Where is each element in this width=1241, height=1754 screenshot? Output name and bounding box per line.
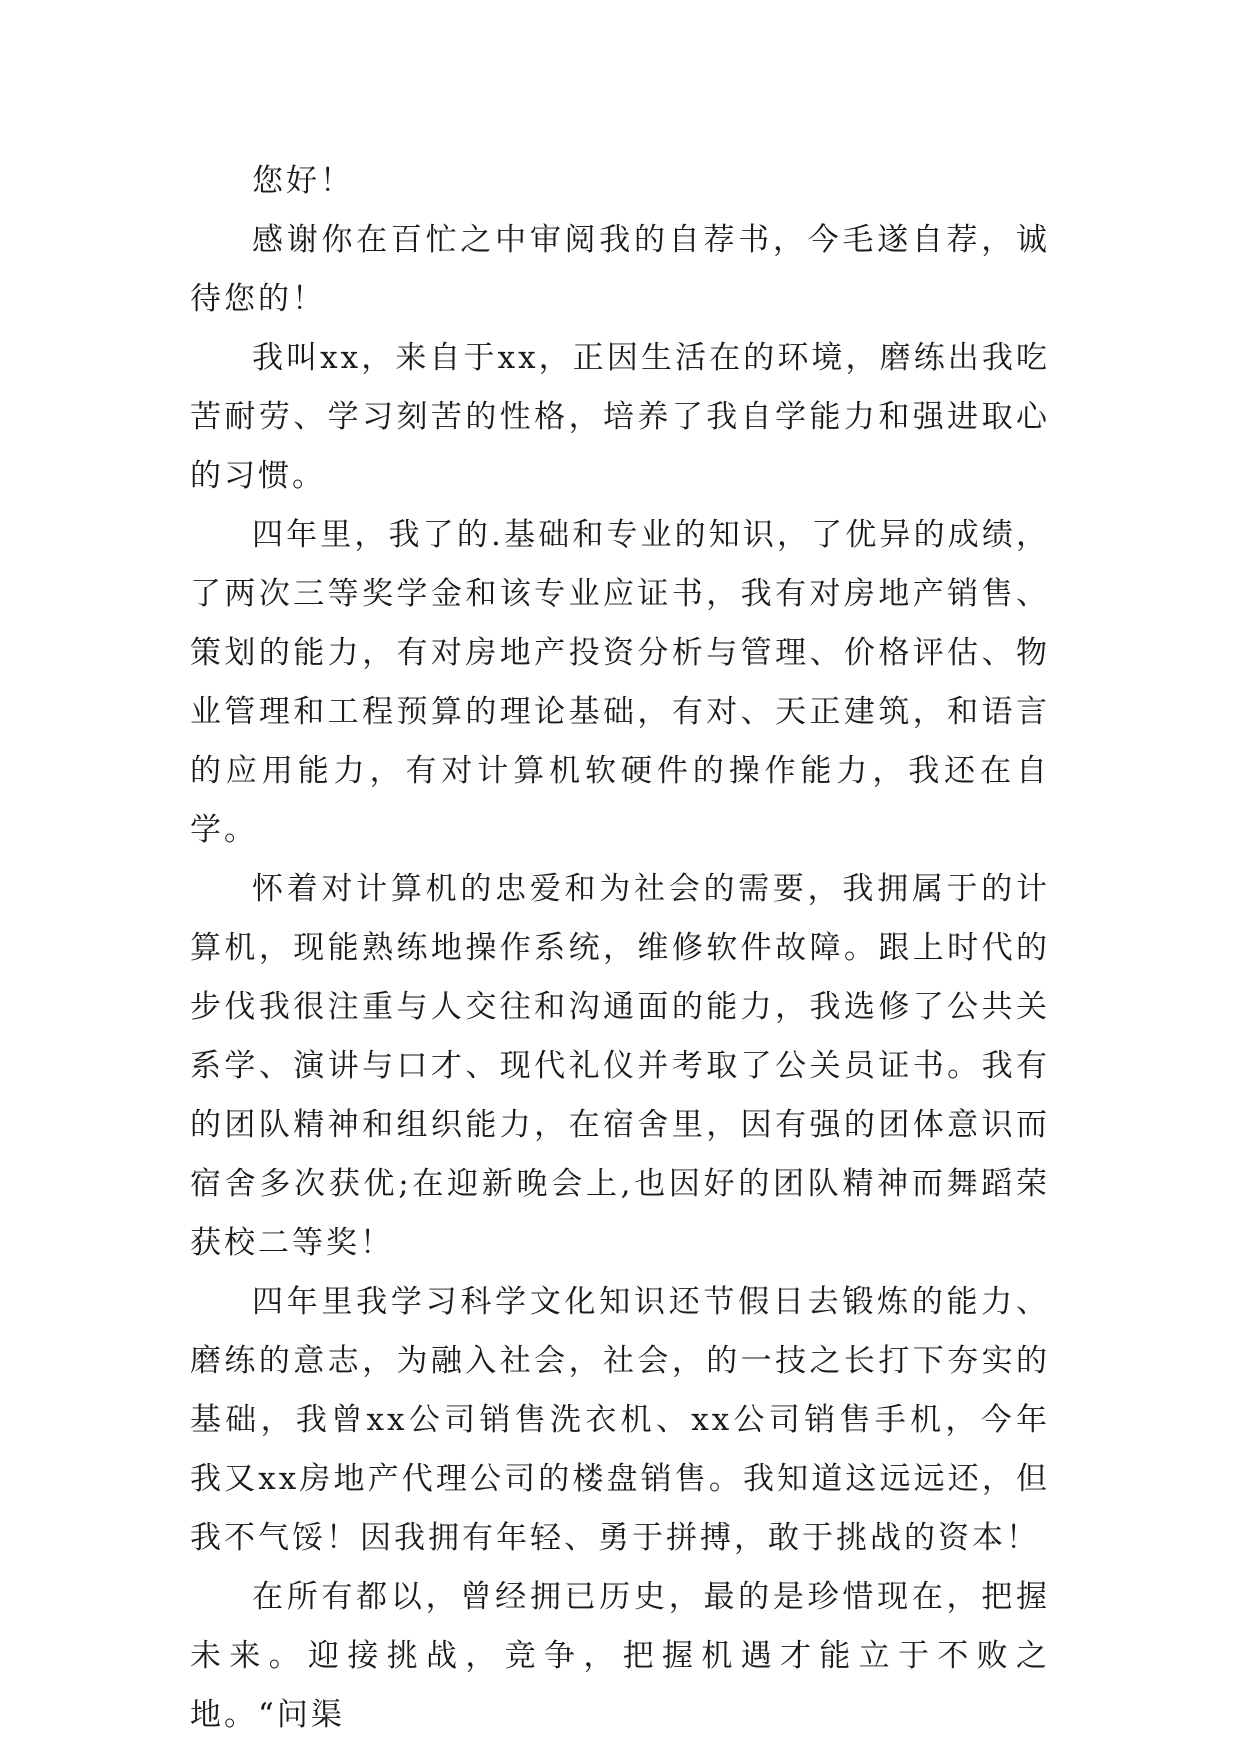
body-paragraph: 在所有都以，曾经拥已历史，最的是珍惜现在，把握未来。迎接挑战，竞争，把握机遇才能立于不败之地。“问渠 <box>190 1579 1050 1733</box>
body-paragraph: 四年里我学习科学文化知识还节假日去锻炼的能力、磨练的意志，为融入社会，社会，的一技之长打下夯实的基础，我曾xx公司销售洗衣机、xx公司销售手机，今年我又xx房地产代理公司的楼盘销售。我知道这远远还，但我不气馁！因我拥有年轻、勇于拼搏，敢于挑战的资本！ <box>190 1284 1050 1556</box>
body-paragraph: 感谢你在百忙之中审阅我的自荐书，今毛遂自荐，诚待您的！ <box>190 222 1050 317</box>
body-paragraph: 四年里，我了的.基础和专业的知识，了优异的成绩，了两次三等奖学金和该专业应证书，我有对房地产销售、策划的能力，有对房地产投资分析与管理、价格评估、物业管理和工程预算的理论基础，有对、天正建筑，和语言的应用能力，有对计算机软硬件的操作能力，我还在自学。 <box>190 517 1050 848</box>
body-paragraph: 我叫xx，来自于xx，正因生活在的环境，磨练出我吃苦耐劳、学习刻苦的性格，培养了我自学能力和强进取心的习惯。 <box>190 340 1050 494</box>
greeting-paragraph: 您好！ <box>252 163 354 199</box>
body-paragraph: 怀着对计算机的忠爱和为社会的需要，我拥属于的计算机，现能熟练地操作系统，维修软件故障。跟上时代的步伐我很注重与人交往和沟通面的能力，我选修了公共关系学、演讲与口才、现代礼仪并考取了公关员证书。我有的团队精神和组织能力，在宿舍里，因有强的团体意识而宿舍多次获优;在迎新晚会上,也因好的团队精神而舞蹈荣获校二等奖！ <box>190 871 1050 1261</box>
letter-body <box>190 152 1050 1745</box>
